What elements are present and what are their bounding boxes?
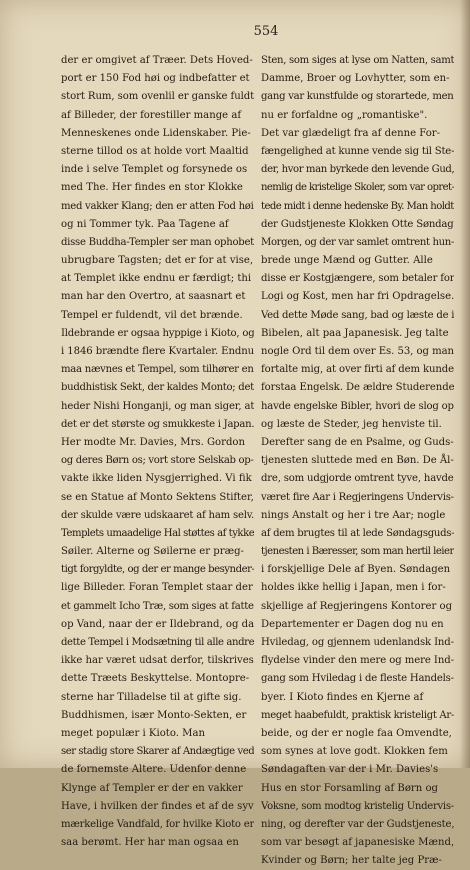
text-line: buddhistisk Sekt, der kaldes Monto; det xyxy=(61,382,254,394)
text-line: et gammelt Icho Træ, som siges at fatte xyxy=(61,600,254,612)
text-line: inde i selve Templet og forsynede os xyxy=(61,164,248,176)
left-text-column xyxy=(61,52,254,852)
text-line: og deres Børn os; vort store Selskab op- xyxy=(61,455,254,467)
text-line: Have, i hvilken der findes et af de syv xyxy=(61,800,254,812)
text-line: i 1846 brændte flere Kvartaler. Endnu xyxy=(61,346,254,357)
text-line: meget populær i Kioto. Man xyxy=(61,727,206,739)
text-line: Hus en stor Forsamling af Børn og xyxy=(261,782,439,794)
text-line: ning, og derefter var der Gudstjeneste, xyxy=(261,818,454,830)
text-line: Bibelen, alt paa Japanesisk. Jeg talte xyxy=(261,327,449,339)
text-line: tigt forgyldte, og der er mange besynder- xyxy=(61,564,254,576)
text-line: lige Billeder. Foran Templet staar der xyxy=(61,582,253,594)
text-line: byer. I Kioto findes en Kjerne af xyxy=(261,691,424,703)
text-line: ser stadig store Skarer af Andægtige ved xyxy=(61,746,254,758)
text-line: med vakker Klang; den er atten Fod høi xyxy=(61,200,254,212)
text-line: se en Statue af Monto Sektens Stifter, xyxy=(61,491,254,503)
text-line: meget haabefuldt, praktisk kristeligt Ar- xyxy=(261,709,454,721)
text-line: Her modte Mr. Davies, Mrs. Gordon xyxy=(61,436,245,448)
text-line: været fire Aar i Regjeringens Undervis- xyxy=(261,491,454,503)
text-line: stort Rum, som ovenlil er ganske fuldt xyxy=(61,91,254,103)
text-line: af dem brugtes til at lede Søndagsguds- xyxy=(261,527,454,539)
text-line: gang var kunstfulde og storartede, men xyxy=(261,91,454,103)
text-line: Søiler. Alterne og Søilerne er præg- xyxy=(61,546,244,558)
text-line: der skulde være udskaaret af ham selv. xyxy=(61,509,254,521)
text-line: der er omgivet af Træer. Dets Hoved- xyxy=(61,55,253,66)
text-line: maa nævnes et Tempel, som tilhører en xyxy=(61,364,254,376)
text-line: fængelighed at kunne vende sig til Ste- xyxy=(261,145,454,157)
text-line: Templets umaadelige Hal støttes af tykke xyxy=(61,527,254,539)
text-line: Ildebrande er ogsaa hyppige i Kioto, og xyxy=(61,327,254,339)
text-line: gang som Hviledag i de fleste Handels- xyxy=(261,673,454,685)
text-line: tede midt i denne hedenske By. Man holdt xyxy=(261,200,454,212)
text-line: Voksne, som modtog kristelig Undervis- xyxy=(261,800,454,812)
text-line: port er 150 Fod høi og indbefatter et xyxy=(61,73,250,85)
text-line: brede unge Mænd og Gutter. Alle xyxy=(261,255,433,267)
text-line: saa berømt. Her har man ogsaa en xyxy=(61,837,239,849)
text-line: der, hvor man byrkede den levende Gud, xyxy=(261,164,454,176)
text-line: tjenesten i Bæresser, som man hertil leier xyxy=(261,546,454,558)
text-line: Buddhismen, især Monto-Sekten, er xyxy=(61,709,247,721)
text-line: som var besøgt af japanesiske Mænd, xyxy=(261,837,454,849)
text-line: vakte ikke liden Nysgjerrighed. Vi fik xyxy=(61,473,252,485)
text-line: beide, og der er nogle faa Omvendte, xyxy=(261,727,452,739)
text-line: Logi og Kost, men har fri Opdragelse. xyxy=(261,291,454,303)
text-line: Tempel er fuldendt, vil det brænde. xyxy=(61,309,243,321)
text-line: Menneskenes onde Lidenskaber. Pie- xyxy=(61,127,251,139)
text-line: Departementer er Dagen dog nu en xyxy=(261,618,444,630)
text-line: forstaa Engelsk. De ældre Studerende xyxy=(261,382,454,394)
text-line: Derefter sang de en Psalme, og Guds- xyxy=(261,436,454,448)
text-line: Sten, som siges at lyse om Natten, samt xyxy=(261,55,454,66)
page-number: 554 xyxy=(253,24,279,39)
text-line: der Gudstjeneste Klokken Otte Søndag xyxy=(261,218,454,230)
text-line: Klynge af Templer er der en vakker xyxy=(61,782,243,794)
text-line: og læste de Steder, jeg henviste til. xyxy=(261,418,442,430)
text-line: Hviledag, og gjennem udenlandsk Ind- xyxy=(261,637,454,648)
text-line: holdes ikke hellig i Japan, men i for- xyxy=(261,582,446,594)
text-line: af Billeder, der forestiller mange af xyxy=(61,109,242,121)
text-line: disse Buddha-Templer ser man ophobet xyxy=(61,236,254,248)
text-line: man har den Overtro, at saasnart et xyxy=(61,291,246,303)
text-line: havde engelske Bibler, hvori de slog op xyxy=(261,400,454,412)
text-line: mærkelige Vandfald, for hvilke Kioto er xyxy=(61,818,254,830)
text-line: flydelse vinder den mere og mere Ind- xyxy=(261,655,454,667)
text-line: Ved dette Møde sang, bad og læste de i xyxy=(261,309,454,321)
text-line: og ni Tommer tyk. Paa Tagene af xyxy=(61,218,229,230)
text-line: ikke har været udsat derfor, tilskrives xyxy=(61,655,254,667)
right-text-column xyxy=(261,52,454,870)
text-line: dette Træets Beskyttelse. Montopre- xyxy=(61,673,250,685)
text-line: nogle Ord til dem over Es. 53, og man xyxy=(261,346,454,357)
text-line: Søndagaften var der i Mr. Davies's xyxy=(261,764,439,776)
text-line: Damme, Broer og Lovhytter, som en- xyxy=(261,73,450,85)
text-line: heder Nishi Honganji, og man siger, at xyxy=(61,400,254,412)
text-line: disse er Kostgjængere, som betaler for xyxy=(261,273,454,285)
text-line: at Templet ikke endnu er færdigt; thi xyxy=(61,273,252,285)
text-line: dette Tempel i Modsætning til alle andre xyxy=(61,637,254,648)
text-line: op Vand, naar der er Ildebrand, og da xyxy=(61,618,254,630)
text-line: som synes at love godt. Klokken fem xyxy=(261,746,448,758)
text-line: sterne har Tilladelse til at gifte sig. xyxy=(61,691,242,703)
page-gutter-shadow xyxy=(460,0,470,768)
text-line: nings Anstalt og her i tre Aar; nogle xyxy=(261,509,446,521)
text-line: med The. Her findes en stor Klokke xyxy=(61,182,243,194)
text-line: det er det største og smukkeste i Japan. xyxy=(61,418,254,430)
text-line: Morgen, og der var samlet omtrent hun- xyxy=(261,236,454,248)
text-line: de fornemste Altere. Udenfor denne xyxy=(61,764,247,776)
text-line: tjenesten sluttede med en Bøn. De Ål- xyxy=(261,455,454,467)
text-line: skjellige af Regjeringens Kontorer og xyxy=(261,600,453,612)
text-line: fortalte mig, at over firti af dem kunde xyxy=(261,364,454,376)
text-line: nemlig de kristelige Skoler, som var opret- xyxy=(261,182,454,194)
text-line: sterne tillod os at holde vort Maaltid xyxy=(61,145,249,157)
text-line: dre, som udgjorde omtrent tyve, havde xyxy=(261,473,454,485)
text-line: nu er forfaldne og „romantiske". xyxy=(261,109,428,121)
text-line: Kvinder og Børn; her talte jeg Præ- xyxy=(261,855,442,867)
text-line: Det var glædeligt fra af denne For- xyxy=(261,127,441,139)
text-line: i forskjellige Dele af Byen. Søndagen xyxy=(261,564,451,576)
text-line: ubrugbare Tagsten; det er for at vise, xyxy=(61,255,254,267)
